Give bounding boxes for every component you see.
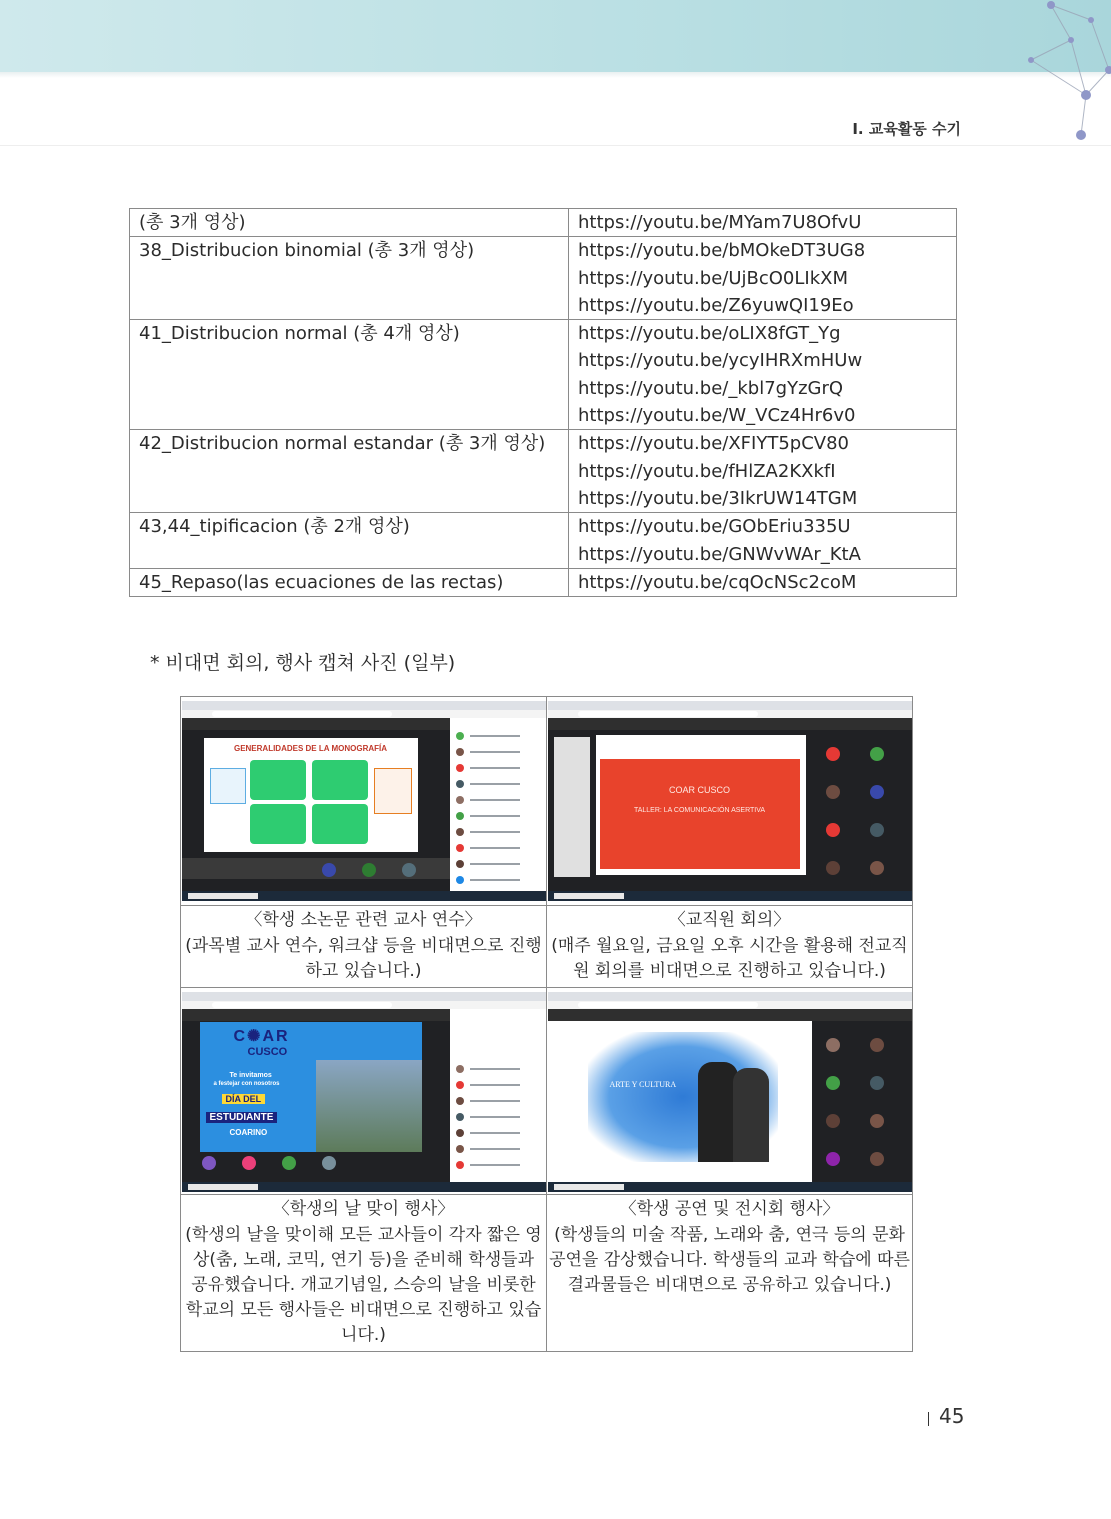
video-url-cell (569, 430, 957, 513)
photo-description: (학생의 날을 맞이해 모든 교사들이 각자 짧은 영상(춤, 노래, 코믹, 연기 등)을 준비해 학생들과 공유했습니다. 개교기념일, 스승의 날을 비롯한 학교의 모든 행사들은 비대면으로 진행하고 있습니다.) (185, 1225, 542, 1345)
video-url-cell (569, 568, 957, 596)
slide-line-6: ESTUDIANTE (206, 1112, 278, 1123)
video-url-link[interactable]: https://youtu.be/cqOcNSc2coM (578, 571, 857, 593)
screenshot-student-day (182, 992, 546, 1192)
slide-line-5: DÍA DEL (222, 1094, 266, 1104)
video-url-link[interactable]: https://youtu.be/3IkrUW14TGM (578, 487, 858, 509)
photo-caption: 〈교직원 회의〉 (668, 910, 791, 930)
caption-cell-staff-meeting (547, 906, 913, 988)
video-url-cell (569, 237, 957, 320)
video-link-row (130, 320, 957, 430)
video-series-name: 43,44_tipificacion (총 2개 영상) (130, 513, 569, 569)
screenshot-teacher-training (182, 701, 546, 901)
slide-line-2: CUSCO (247, 1046, 288, 1058)
photo-cell-student-day (181, 988, 547, 1195)
video-url-link[interactable]: https://youtu.be/UjBcO0LIkXM (578, 267, 849, 289)
photo-description: (매주 월요일, 금요일 오후 시간을 활용해 전교직원 회의를 비대면으로 진행하고 있습니다.) (551, 936, 908, 981)
photos-table (180, 696, 913, 1352)
video-series-name: 45_Repaso(las ecuaciones de las rectas) (130, 568, 569, 596)
video-link-row (130, 568, 957, 596)
page-number: 45 (939, 1404, 965, 1428)
video-url-cell (569, 209, 957, 237)
caption-cell-teacher-training (181, 906, 547, 988)
video-url-cell (569, 513, 957, 569)
screenshot-staff-meeting (548, 701, 912, 901)
screenshot-performance (548, 992, 912, 1192)
section-label: Ⅰ. 교육활동 수기 (852, 120, 961, 138)
slide-line-1: ARTE Y CULTURA (609, 1080, 677, 1089)
photo-cell-staff-meeting (547, 697, 913, 906)
photo-cell-performance (547, 988, 913, 1195)
video-series-name: 41_Distribucion normal (총 4개 영상) (130, 320, 569, 430)
video-url-link[interactable]: https://youtu.be/XFIYT5pCV80 (578, 433, 849, 455)
video-url-link[interactable]: https://youtu.be/_kbl7gYzGrQ (578, 377, 844, 399)
caption-cell-performance (547, 1195, 913, 1352)
photo-description: (과목별 교사 연수, 워크샵 등을 비대면으로 진행하고 있습니다.) (185, 936, 542, 981)
video-url-link[interactable]: https://youtu.be/GObEriu335U (578, 516, 851, 538)
video-series-name: (총 3개 영상) (130, 209, 569, 237)
video-url-link[interactable]: https://youtu.be/fHlZA2KXkfI (578, 460, 836, 482)
photo-caption: 〈학생 공연 및 전시회 행사〉 (619, 1199, 840, 1219)
video-links-table (129, 208, 957, 597)
photo-description: (학생들의 미술 작품, 노래와 춤, 연극 등의 문화공연을 감상했습니다. 학생들의 교과 학습에 따른 결과물들은 비대면으로 공유하고 있습니다.) (549, 1225, 910, 1295)
photo-cell-teacher-training (181, 697, 547, 906)
video-url-link[interactable]: https://youtu.be/oLIX8fGT_Yg (578, 323, 841, 345)
video-series-name: 42_Distribucion normal estandar (총 3개 영상) (130, 430, 569, 513)
video-series-name: 38_Distribucion binomial (총 3개 영상) (130, 237, 569, 320)
slide-line-7: COARINO (229, 1128, 268, 1137)
slide-title: GENERALIDADES DE LA MONOGRAFÍA (233, 744, 388, 753)
slide-line-3: Te invitamos (229, 1072, 272, 1079)
photo-caption: 〈학생 소논문 관련 교사 연수〉 (245, 910, 482, 930)
slide-line-1: COAR CUSCO (668, 785, 730, 795)
slide-line-2: TALLER: LA COMUNICACIÓN ASERTIVA (633, 807, 766, 814)
caption-cell-student-day (181, 1195, 547, 1352)
video-url-link[interactable]: https://youtu.be/W_VCz4Hr6v0 (578, 405, 856, 427)
photo-caption: 〈학생의 날 맞이 행사〉 (272, 1199, 455, 1219)
section-divider (0, 145, 1111, 146)
page-number-divider (928, 1412, 929, 1426)
photos-section-title: * 비대면 회의, 행사 캡쳐 사진 (일부) (150, 652, 456, 674)
slide-line-1: C✺AR (233, 1028, 290, 1045)
video-url-link[interactable]: https://youtu.be/bMOkeDT3UG8 (578, 240, 866, 262)
video-url-cell (569, 320, 957, 430)
slide-line-4: a festejar con nosotros (213, 1081, 280, 1087)
video-url-link[interactable]: https://youtu.be/Z6yuwQI19Eo (578, 294, 854, 316)
video-link-row (130, 430, 957, 513)
video-link-row (130, 513, 957, 569)
video-link-row (130, 237, 957, 320)
video-url-link[interactable]: https://youtu.be/ycyIHRXmHUw (578, 350, 863, 372)
video-url-link[interactable]: https://youtu.be/GNWvWAr_KtA (578, 543, 861, 565)
video-link-row (130, 209, 957, 237)
video-url-link[interactable]: https://youtu.be/MYam7U8OfvU (578, 212, 862, 233)
